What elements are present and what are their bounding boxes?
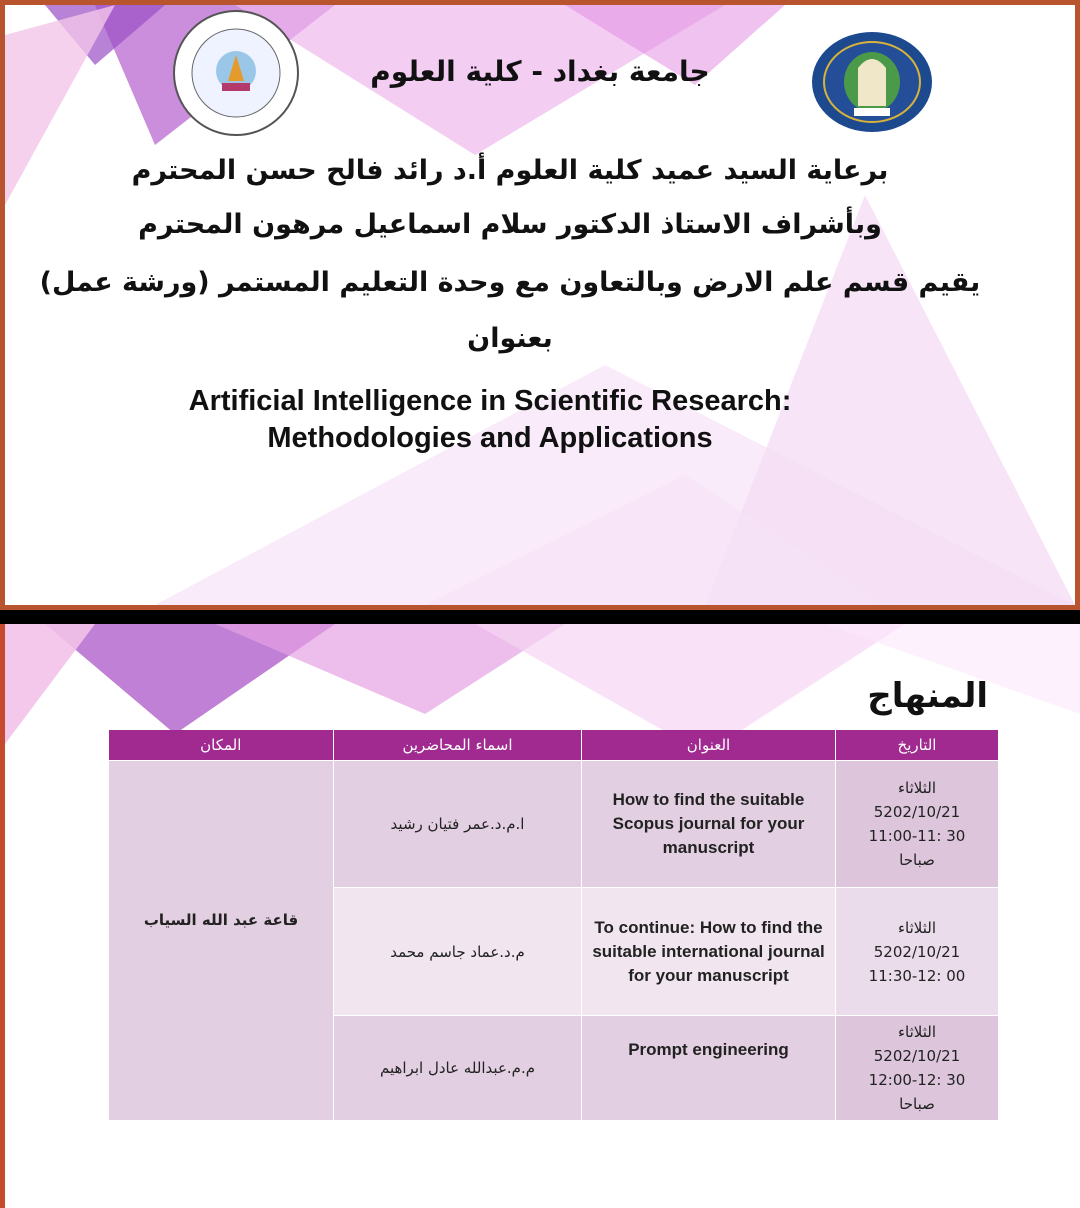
table-header-row bbox=[109, 730, 999, 761]
speaker-cell: ا.م.د.عمر فتيان رشيد bbox=[334, 761, 582, 888]
time: 12:00-12: 30 bbox=[868, 1071, 966, 1089]
entitled-line: بعنوان bbox=[467, 323, 553, 354]
header-date: التاريخ bbox=[836, 730, 999, 761]
period: صباحا bbox=[899, 851, 935, 869]
date-cell bbox=[836, 888, 999, 1016]
patronage-line: برعاية السيد عميد كلية العلوم أ.د رائد فالح حسن المحترم bbox=[131, 155, 889, 186]
topic-cell: Prompt engineering bbox=[582, 1016, 836, 1121]
time: 11:30-12: 00 bbox=[868, 966, 966, 985]
topic-cell: To continue: How to find the suitable international journal for your manuscript bbox=[582, 888, 836, 1016]
period: صباحا bbox=[899, 1095, 935, 1113]
time: 11:00-11: 30 bbox=[868, 827, 966, 845]
date-cell bbox=[836, 1016, 999, 1121]
day: الثلاثاء bbox=[897, 918, 936, 937]
supervision-line: وبأشراف الاستاذ الدكتور سلام اسماعيل مرهون المحترم bbox=[138, 209, 882, 240]
day: الثلاثاء bbox=[897, 1023, 936, 1041]
workshop-title bbox=[0, 383, 1025, 457]
organizer-line: يقيم قسم علم الارض وبالتعاون مع وحدة التعليم المستمر (ورشة عمل) bbox=[39, 267, 981, 298]
university-title: جامعة بغداد - كلية العلوم bbox=[370, 55, 710, 88]
date: 5202/10/21 bbox=[873, 803, 961, 821]
header-topic: العنوان bbox=[582, 730, 836, 761]
header-speakers: اسماء المحاضرين bbox=[334, 730, 582, 761]
speaker-cell: م.د.عماد جاسم محمد bbox=[334, 888, 582, 1016]
agenda-slide bbox=[0, 624, 1080, 1208]
date: 5202/10/21 bbox=[873, 1047, 961, 1065]
agenda-table bbox=[108, 730, 999, 1121]
day: الثلاثاء bbox=[897, 779, 936, 797]
topic-cell: How to find the suitable Scopus journal for your manuscript bbox=[582, 761, 836, 888]
date: 5202/10/21 bbox=[873, 942, 961, 961]
agenda-title: المنهاج bbox=[867, 676, 988, 716]
date-cell bbox=[836, 761, 999, 888]
workshop-title-line1: Artificial Intelligence in Scientific Research: bbox=[188, 385, 792, 417]
workshop-title-line2: Methodologies and Applications bbox=[267, 422, 713, 454]
table-row bbox=[109, 761, 999, 888]
speaker-cell: م.م.عبدالله عادل ابراهيم bbox=[334, 1016, 582, 1121]
header-place: المكان bbox=[109, 730, 334, 761]
place-cell: قاعة عبد الله السياب bbox=[109, 761, 334, 1121]
